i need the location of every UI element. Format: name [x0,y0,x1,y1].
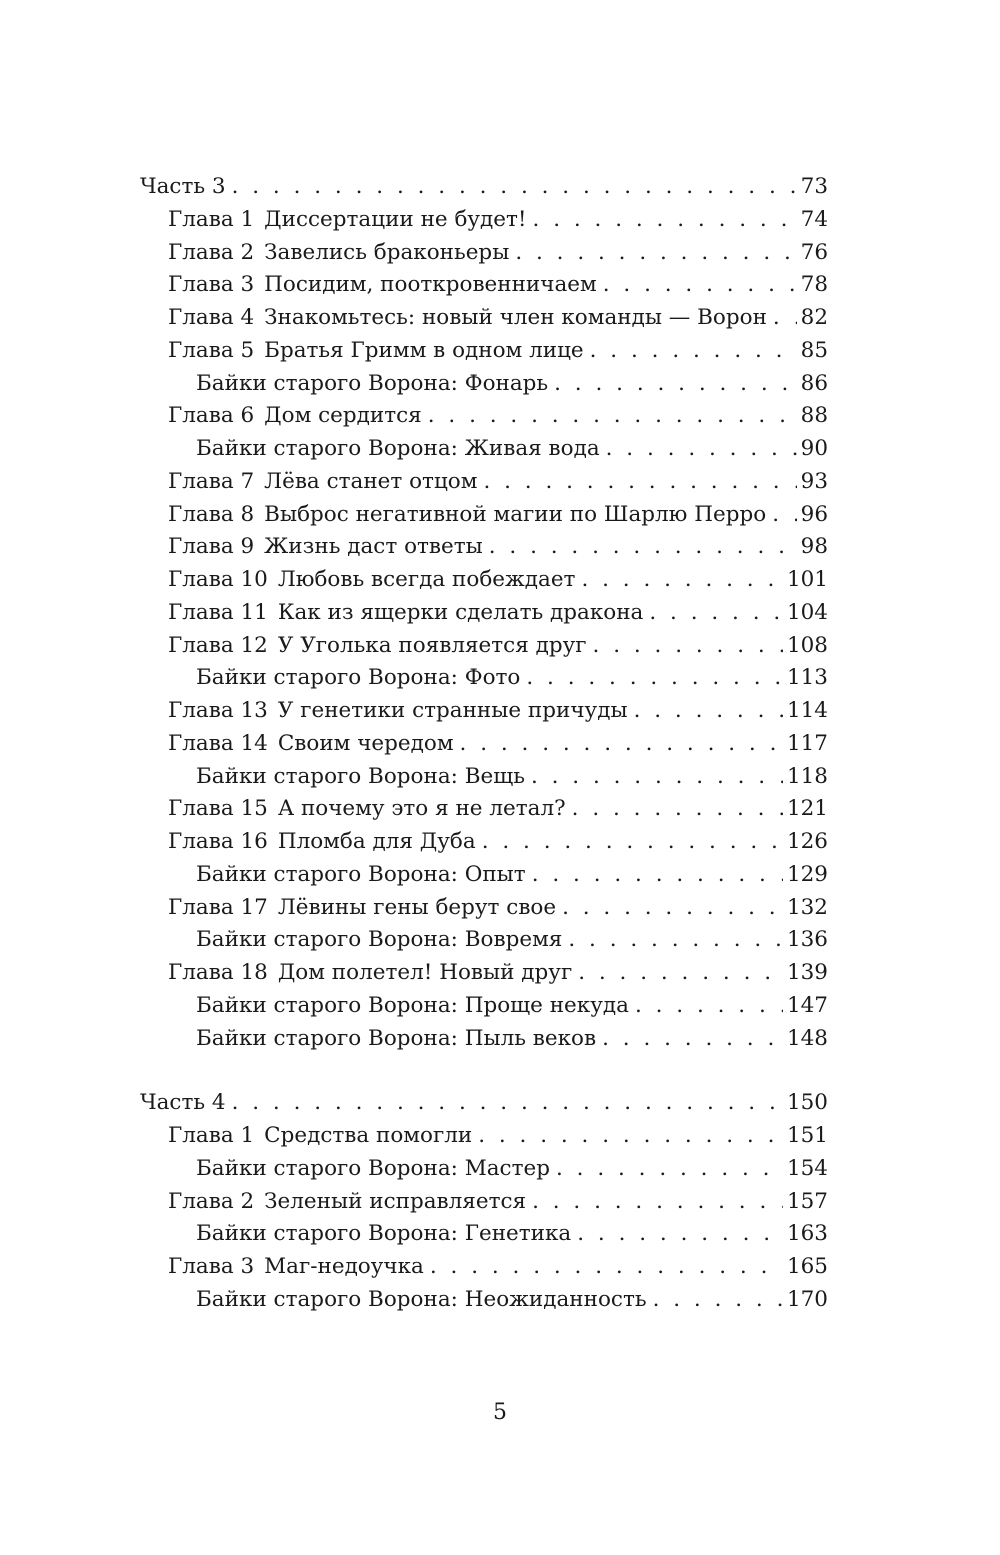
toc-page-number: 98 [800,534,828,560]
toc-leader-dots [581,564,783,597]
toc-page-number: 117 [786,730,828,756]
toc-entry-title: Любовь всегда побеждает [277,567,576,592]
toc-leader-dots [606,433,797,466]
toc-page-number: 101 [786,567,828,592]
toc-page-number: 114 [786,698,828,723]
toc-entry-title: Байки старого Ворона: Живая вода [196,436,600,461]
toc-leader-dots [572,793,783,826]
toc-chapter-entry [140,204,828,237]
toc-page-number: 139 [786,960,828,985]
toc-subentry [140,990,828,1023]
toc-entry-title: Своим чередом [277,730,454,756]
toc-entry-title: Братья Гримм в одном лице [264,337,584,363]
toc-page-number: 148 [786,1025,828,1051]
toc-entry-title: Жизнь даст ответы [264,534,483,560]
toc-chapter-entry [140,793,828,826]
toc-part-title: Часть 3 [140,174,226,199]
toc-page-number: 129 [786,861,828,887]
toc-entry-title: Байки старого Ворона: Фото [196,665,521,691]
toc-leader-dots [532,1186,783,1219]
toc-leader-dots [568,924,783,957]
toc-chapter-number: Глава 18 [168,960,268,985]
toc-chapter-entry [140,466,828,499]
toc-leader-dots [482,826,783,859]
toc-entry-title: Байки старого Ворона: Генетика [196,1221,572,1247]
toc-page-number: 121 [786,796,828,822]
toc-leader-dots [593,630,783,663]
toc-chapter-entry [140,269,828,302]
toc-entry-title: У Уголька появляется друг [277,632,587,658]
toc-chapter-number: Глава 3 [168,1254,255,1279]
toc-part-heading [140,171,828,204]
toc-chapter-number: Глава 14 [168,730,268,756]
toc-chapter-number: Глава 17 [168,894,268,920]
toc-part-3 [140,171,828,1055]
toc-entry-title: Байки старого Ворона: Проще некуда [196,992,629,1018]
toc-page-number: 154 [786,1155,828,1181]
toc-chapter-number: Глава 9 [168,534,255,560]
toc-chapter-entry [140,1186,828,1219]
toc-chapter-number: Глава 8 [168,501,255,527]
toc-page-number: 76 [800,239,828,265]
toc-chapter-number: Глава 2 [168,1188,255,1214]
toc-subentry [140,1153,828,1186]
toc-entry-title: Байки старого Ворона: Фонарь [196,370,549,396]
toc-page-number: 157 [786,1188,828,1214]
toc-page-number: 108 [786,632,828,658]
toc-leader-dots [634,695,783,728]
toc-page-number: 78 [800,272,828,298]
toc-entry-title: Байки старого Ворона: Опыт [196,861,526,887]
toc-page-number: 82 [800,305,828,330]
toc-page-number: 163 [786,1221,828,1247]
toc-leader-dots [460,728,783,761]
toc-subentry [140,1284,828,1317]
toc-page-number: 147 [786,992,828,1018]
toc-page-number: 96 [800,501,828,527]
toc-page-number: 104 [786,599,828,625]
table-of-contents [140,171,828,1317]
toc-entry-title: Маг-недоучка [264,1254,424,1279]
toc-leader-dots [562,892,783,925]
toc-leader-dots [577,1218,783,1251]
toc-entry-title: Байки старого Ворона: Мастер [196,1155,550,1181]
toc-chapter-entry [140,1251,828,1284]
toc-leader-dots [232,1087,783,1120]
toc-leader-dots [478,1120,783,1153]
toc-leader-dots [772,499,796,532]
toc-entry-title: Диссертации не будет! [264,206,527,232]
toc-leader-dots [483,466,796,499]
toc-entry-title: Средства помогли [264,1123,473,1148]
toc-leader-dots [773,302,797,335]
toc-chapter-entry [140,302,828,335]
toc-leader-dots [430,1251,783,1284]
toc-entry-title: Зеленый исправляется [264,1188,527,1214]
toc-chapter-number: Глава 15 [168,796,268,822]
toc-chapter-number: Глава 10 [168,567,268,592]
toc-leader-dots [554,368,797,401]
toc-leader-dots [590,335,797,368]
toc-chapter-entry [140,728,828,761]
toc-leader-dots [532,859,783,892]
toc-leader-dots [533,204,797,237]
toc-leader-dots [531,761,783,794]
toc-chapter-entry [140,400,828,433]
toc-page-number: 86 [800,370,828,396]
toc-page-number: 126 [786,829,828,854]
toc-entry-title: Байки старого Ворона: Неожиданность [196,1286,647,1312]
toc-chapter-entry [140,630,828,663]
toc-page-number: 118 [786,763,828,789]
toc-subentry [140,662,828,695]
toc-entry-title: У генетики странные причуды [277,698,628,723]
toc-part-title: Часть 4 [140,1090,226,1116]
toc-page-number: 90 [800,436,828,461]
toc-page-number: 93 [800,468,828,494]
toc-leader-dots [515,237,796,270]
toc-page-number: 165 [786,1254,828,1279]
toc-page-number: 136 [786,927,828,953]
toc-part-4 [140,1087,828,1316]
toc-chapter-entry [140,1120,828,1153]
toc-entry-title: Байки старого Ворона: Вовремя [196,927,563,953]
toc-chapter-entry [140,892,828,925]
toc-leader-dots [653,1284,783,1317]
toc-page-number: 113 [786,665,828,691]
toc-subentry [140,761,828,794]
toc-subentry [140,1023,828,1056]
toc-leader-dots [602,1023,783,1056]
toc-chapter-number: Глава 6 [168,403,255,429]
page-number: 5 [493,1400,507,1425]
toc-chapter-entry [140,826,828,859]
toc-chapter-entry [140,531,828,564]
toc-chapter-number: Глава 1 [168,206,255,232]
toc-chapter-number: Глава 2 [168,239,255,265]
toc-entry-title: А почему это я не летал? [277,796,566,822]
toc-leader-dots [232,171,797,204]
toc-subentry [140,1218,828,1251]
toc-subentry [140,924,828,957]
toc-entry-title: Лёвины гены берут свое [277,894,557,920]
toc-chapter-entry [140,335,828,368]
toc-page-number: 151 [786,1123,828,1148]
toc-page-number: 88 [800,403,828,429]
toc-leader-dots [526,662,783,695]
toc-chapter-entry [140,499,828,532]
toc-chapter-entry [140,957,828,990]
toc-leader-dots [428,400,797,433]
toc-leader-dots [649,597,783,630]
toc-entry-title: Знакомьтесь: новый член команды — Ворон [264,305,767,330]
toc-leader-dots [635,990,783,1023]
toc-chapter-number: Глава 16 [168,829,268,854]
toc-leader-dots [578,957,783,990]
toc-leader-dots [556,1153,783,1186]
toc-chapter-number: Глава 7 [168,468,255,494]
toc-chapter-number: Глава 1 [168,1123,255,1148]
toc-chapter-number: Глава 13 [168,698,268,723]
toc-chapter-number: Глава 11 [168,599,268,625]
toc-entry-title: Дом полетел! Новый друг [277,960,573,985]
toc-chapter-number: Глава 3 [168,272,255,298]
toc-entry-title: Байки старого Ворона: Вещь [196,763,525,789]
toc-entry-title: Выброс негативной магии по Шарлю Перро [264,501,767,527]
toc-entry-title: Байки старого Ворона: Пыль веков [196,1025,597,1051]
toc-entry-title: Как из ящерки сделать дракона [277,599,644,625]
toc-entry-title: Пломба для Дуба [277,829,476,854]
toc-entry-title: Завелись браконьеры [264,239,510,265]
toc-page-number: 74 [800,206,828,232]
toc-chapter-number: Глава 5 [168,337,255,363]
toc-leader-dots [489,531,797,564]
toc-chapter-entry [140,597,828,630]
toc-page-number: 73 [800,174,828,199]
toc-subentry [140,859,828,892]
toc-entry-title: Лёва станет отцом [264,468,478,494]
toc-chapter-number: Глава 12 [168,632,268,658]
toc-leader-dots [603,269,797,302]
toc-chapter-entry [140,564,828,597]
toc-subentry [140,368,828,401]
toc-page-number: 150 [786,1090,828,1116]
toc-entry-title: Посидим, пооткровенничаем [264,272,597,298]
toc-page-number: 85 [800,337,828,363]
toc-chapter-number: Глава 4 [168,305,255,330]
toc-chapter-entry [140,237,828,270]
toc-entry-title: Дом сердится [264,403,422,429]
toc-chapter-entry [140,695,828,728]
toc-page-number: 170 [786,1286,828,1312]
toc-page-number: 132 [786,894,828,920]
toc-subentry [140,433,828,466]
toc-part-heading [140,1087,828,1120]
